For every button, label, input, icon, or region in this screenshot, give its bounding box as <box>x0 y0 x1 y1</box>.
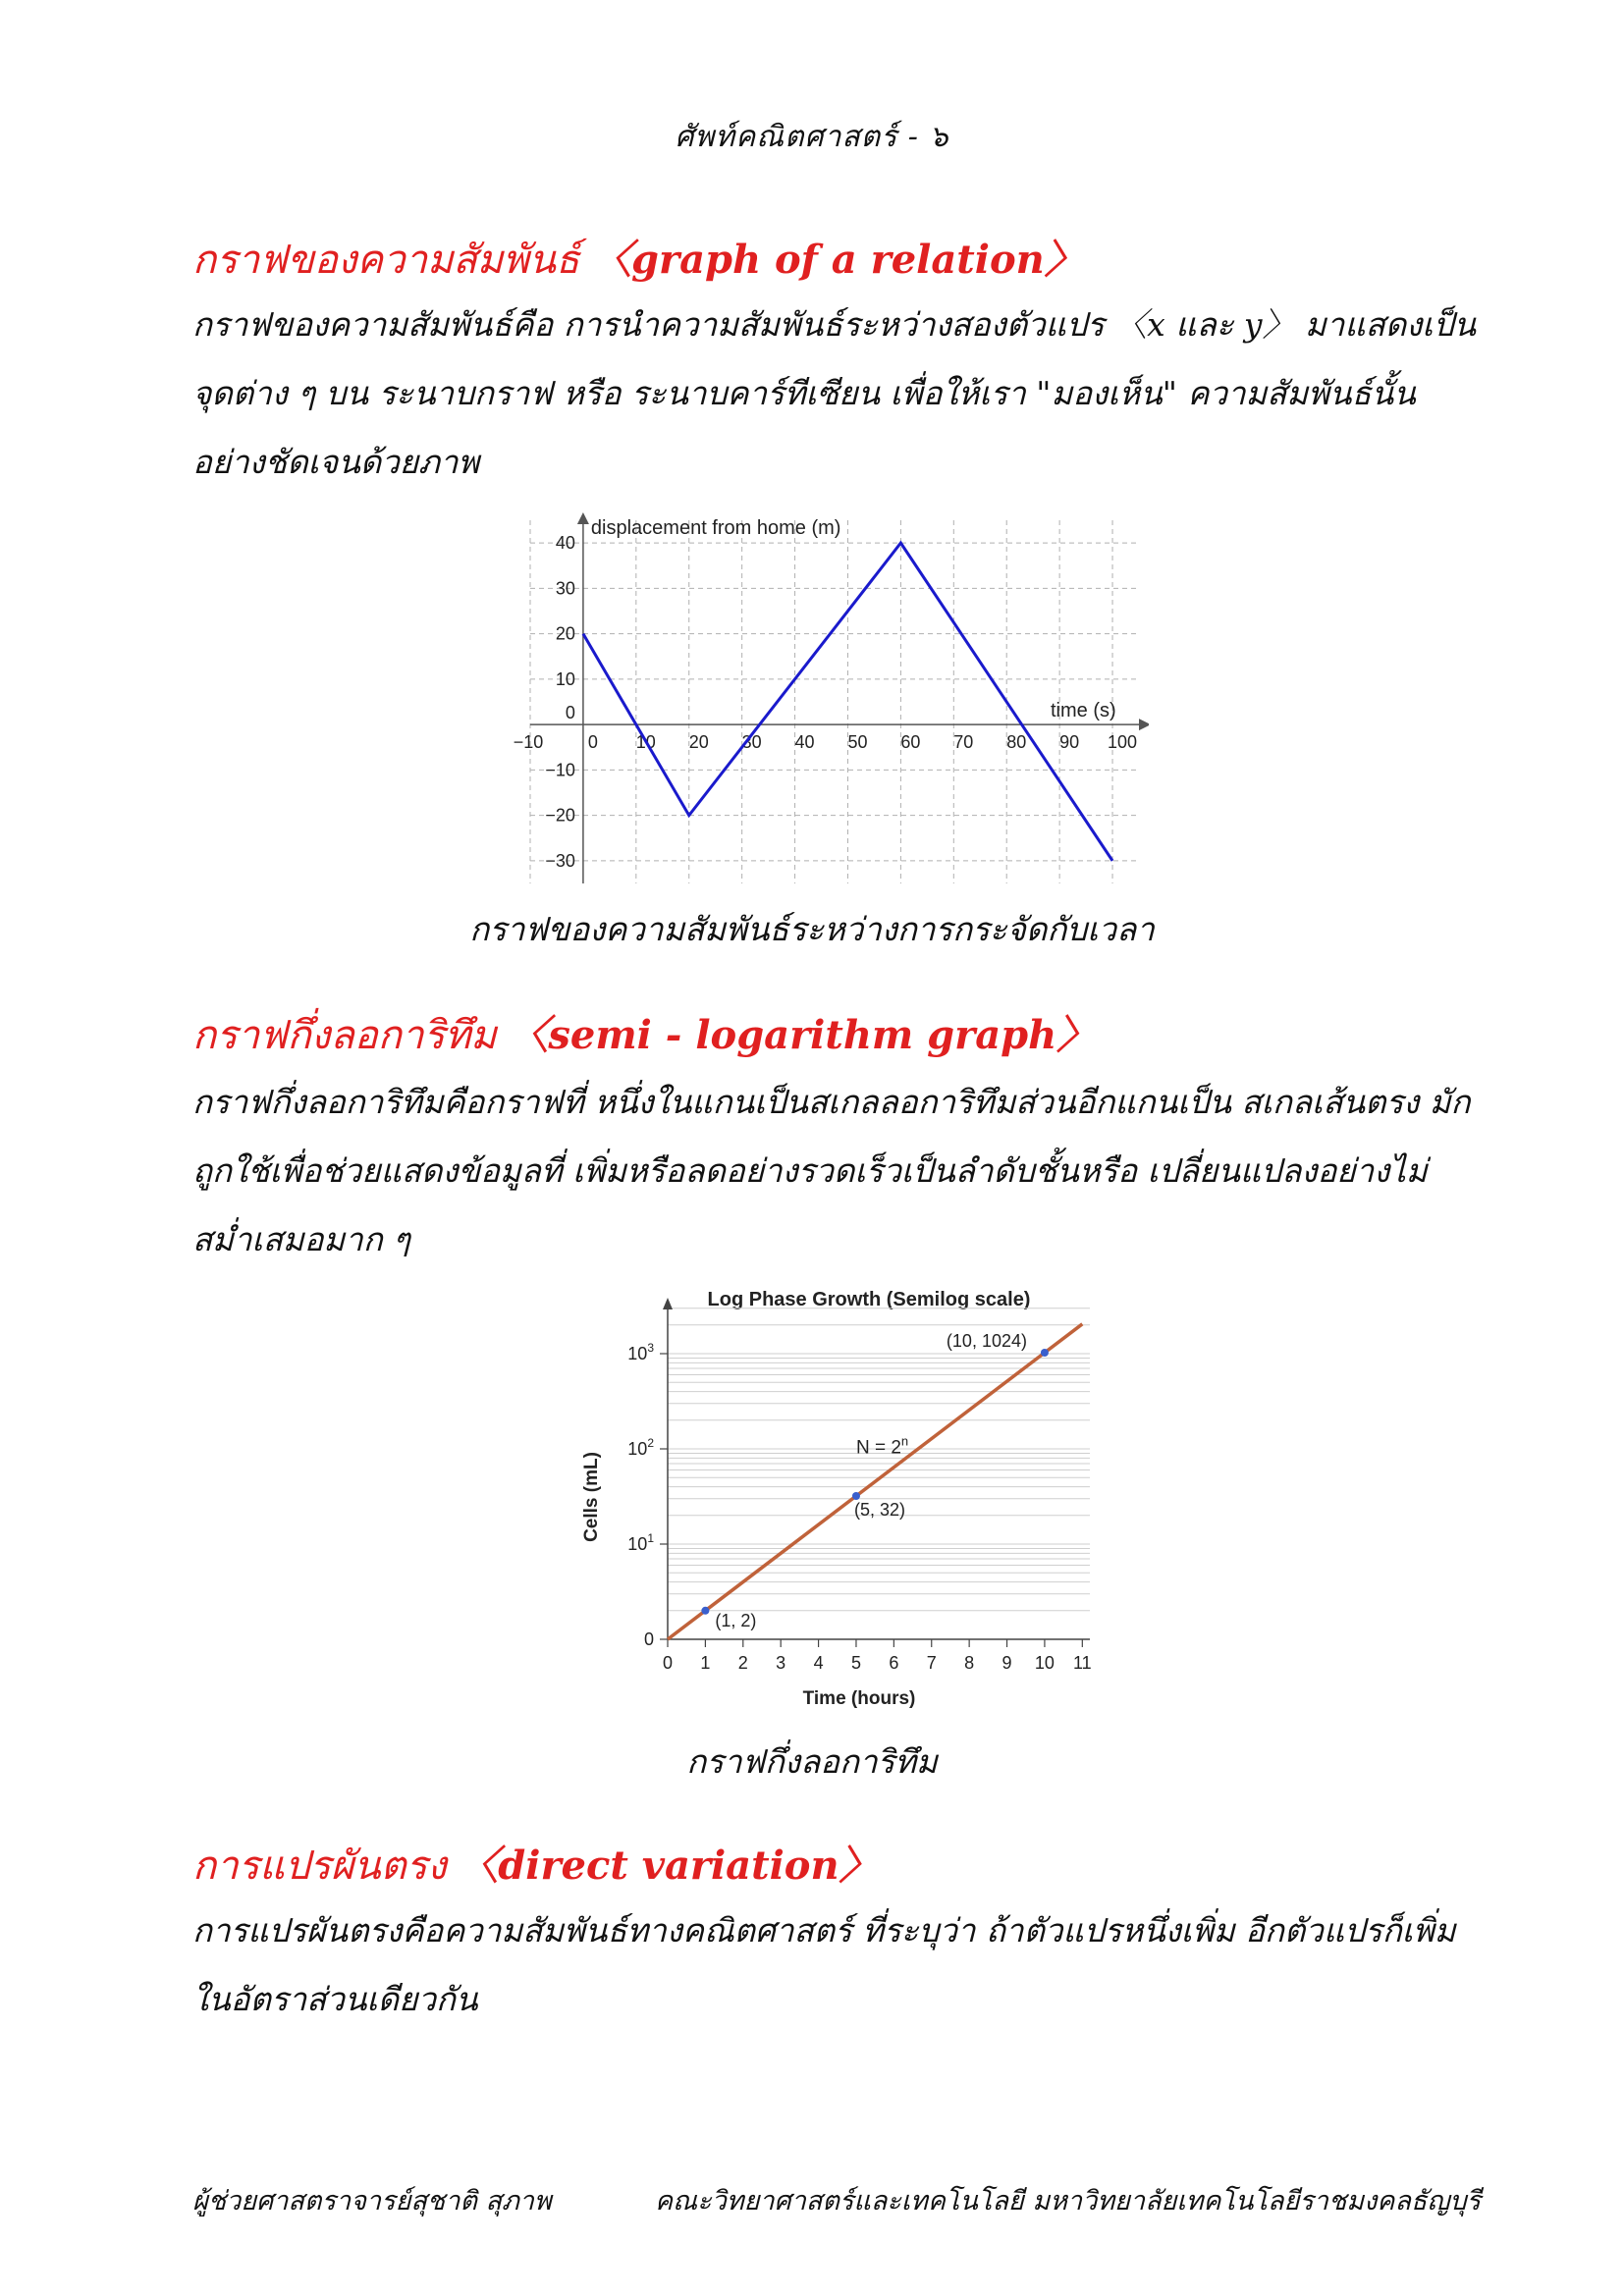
y-tick-label: $10^2$ <box>627 1436 654 1459</box>
x-tick-label: 4 <box>813 1653 824 1673</box>
chart-tick-labels <box>514 533 1137 871</box>
x-tick-label: 1 <box>700 1653 711 1673</box>
y-tick-label: 0 <box>565 703 575 723</box>
y-tick-label: −30 <box>545 850 575 871</box>
y-axis-label: displacement from home (m) <box>590 517 841 539</box>
semilog-growth-chart <box>569 1276 1119 1728</box>
x-tick-label: 20 <box>688 732 709 753</box>
footer-author: ผู้ช่วยศาสตราจารย์สุชาติ สุภาพ <box>192 2186 552 2216</box>
x-tick-label: 10 <box>635 732 656 753</box>
x-tick-label: 80 <box>1006 732 1027 753</box>
data-point <box>701 1607 709 1615</box>
x-tick-label: 2 <box>737 1653 748 1673</box>
y-tick-label: 10 <box>555 668 575 689</box>
x-tick-label: 3 <box>776 1653 786 1673</box>
chart-annotation: $N = 2^n$ <box>855 1433 909 1459</box>
x-axis-label: time (s) <box>1051 700 1116 722</box>
y-tick-label: 0 <box>643 1629 654 1649</box>
y-tick-label: $10^1$ <box>627 1531 654 1554</box>
footer-institution: คณะวิทยาศาสตร์และเทคโนโลยี มหาวิทยาลัยเทคโนโลยีราชมงคลธัญบุรี <box>655 2186 1481 2216</box>
chart-caption-semi-log: กราฟกึ่งลอการิทึม <box>686 1742 938 1781</box>
section-title-en: 〈graph of a relation〉 <box>592 237 1084 283</box>
x-tick-label: 0 <box>587 732 598 753</box>
section-title-semi-log <box>192 1003 1096 1066</box>
chart-axes <box>530 512 1149 883</box>
y-axis-arrow <box>577 512 589 524</box>
page-header: ศัพท์คณิตศาสตร์ - ๖ <box>675 120 949 154</box>
x-axis-arrow <box>1139 719 1149 730</box>
y-tick-label: 40 <box>555 533 575 554</box>
x-tick-label: 0 <box>662 1653 674 1673</box>
section-body-direct-variation: การแปรผันตรงคือความสัมพันธ์ทางคณิตศาสตร์ ที่ระบุว่า ถ้าตัวแปรหนึ่งเพิ่ม อีกตัวแปรก็เพิ่มในอัตราส่วนเดียวกัน <box>192 1911 1456 2018</box>
growth-line <box>668 1324 1082 1639</box>
data-point-label: (10, 1024) <box>946 1331 1027 1352</box>
section-title-en: 〈direct variation〉 <box>459 1842 879 1889</box>
x-tick-label: −10 <box>513 732 544 753</box>
x-tick-label: 70 <box>953 732 974 753</box>
x-tick-label: 7 <box>926 1653 937 1673</box>
y-tick-label: −20 <box>545 805 575 826</box>
x-tick-label: 60 <box>900 732 921 753</box>
y-tick-label: −10 <box>545 760 575 780</box>
x-tick-label: 100 <box>1108 732 1138 753</box>
x-tick-label: 50 <box>847 732 868 753</box>
x-tick-label: 6 <box>889 1653 899 1673</box>
x-tick-label: 40 <box>794 732 815 753</box>
y-axis-label: Cells (mL) <box>581 1452 602 1542</box>
x-tick-label: 8 <box>964 1653 975 1673</box>
x-tick-label: 90 <box>1059 732 1080 753</box>
y-tick-label: 20 <box>555 623 575 644</box>
data-point <box>1041 1349 1049 1357</box>
x-tick-label: 5 <box>850 1653 861 1673</box>
x-tick-label: 30 <box>741 732 762 753</box>
x-axis-label: Time (hours) <box>802 1688 916 1709</box>
displacement-time-chart <box>511 510 1149 893</box>
section-title-graph-relation <box>192 228 1084 291</box>
y-tick-label: 30 <box>555 578 575 599</box>
section-title-en: 〈semi - logarithm graph〉 <box>509 1012 1097 1058</box>
chart-series <box>668 1324 1082 1639</box>
data-point-label: (5, 32) <box>853 1500 905 1521</box>
x-tick-label: 11 <box>1072 1653 1092 1673</box>
section-title-th: การแปรผันตรง <box>192 1843 447 1889</box>
section-title-direct-variation <box>192 1834 879 1896</box>
section-body-semi-log: กราฟกึ่งลอการิทึมคือกราฟที่ หนึ่งในแกนเป็นสเกลลอการิทึมส่วนอีกแกนเป็น สเกลเส้นตรง มักถูกใช้เพื่อช่วยแสดงข้อมูลที่ เพิ่มหรือลดอย่างรวดเร็วเป็นลำดับชั้นหรือ เปลี่ยนแปลงอย่างไม่สม่ำเสมอมาก ๆ <box>192 1083 1471 1258</box>
section-body-graph-relation: กราฟของความสัมพันธ์คือ การนำความสัมพันธ์ระหว่างสองตัวแปร 〈x และ y〉 มาแสดงเป็นจุดต่าง ๆ บน ระนาบกราฟ หรือ ระนาบคาร์ทีเซียน เพื่อให้เรา "มองเห็น" ความสัมพันธ์นั้นอย่างชัดเจนด้วยภาพ <box>192 305 1477 481</box>
section-title-th: กราฟกึ่งลอการิทึม <box>192 1013 497 1058</box>
chart-title: Log Phase Growth (Semilog scale) <box>707 1289 1031 1310</box>
x-tick-label: 10 <box>1034 1653 1055 1673</box>
y-axis-arrow <box>663 1298 673 1309</box>
y-tick-label: $10^3$ <box>627 1341 654 1363</box>
data-point <box>852 1492 860 1500</box>
x-tick-label: 9 <box>1001 1653 1012 1673</box>
chart-caption-relation: กราฟของความสัมพันธ์ระหว่างการกระจัดกับเวลา <box>469 910 1155 948</box>
section-title-th: กราฟของความสัมพันธ์ <box>192 238 580 283</box>
data-point-label: (1, 2) <box>715 1610 757 1630</box>
